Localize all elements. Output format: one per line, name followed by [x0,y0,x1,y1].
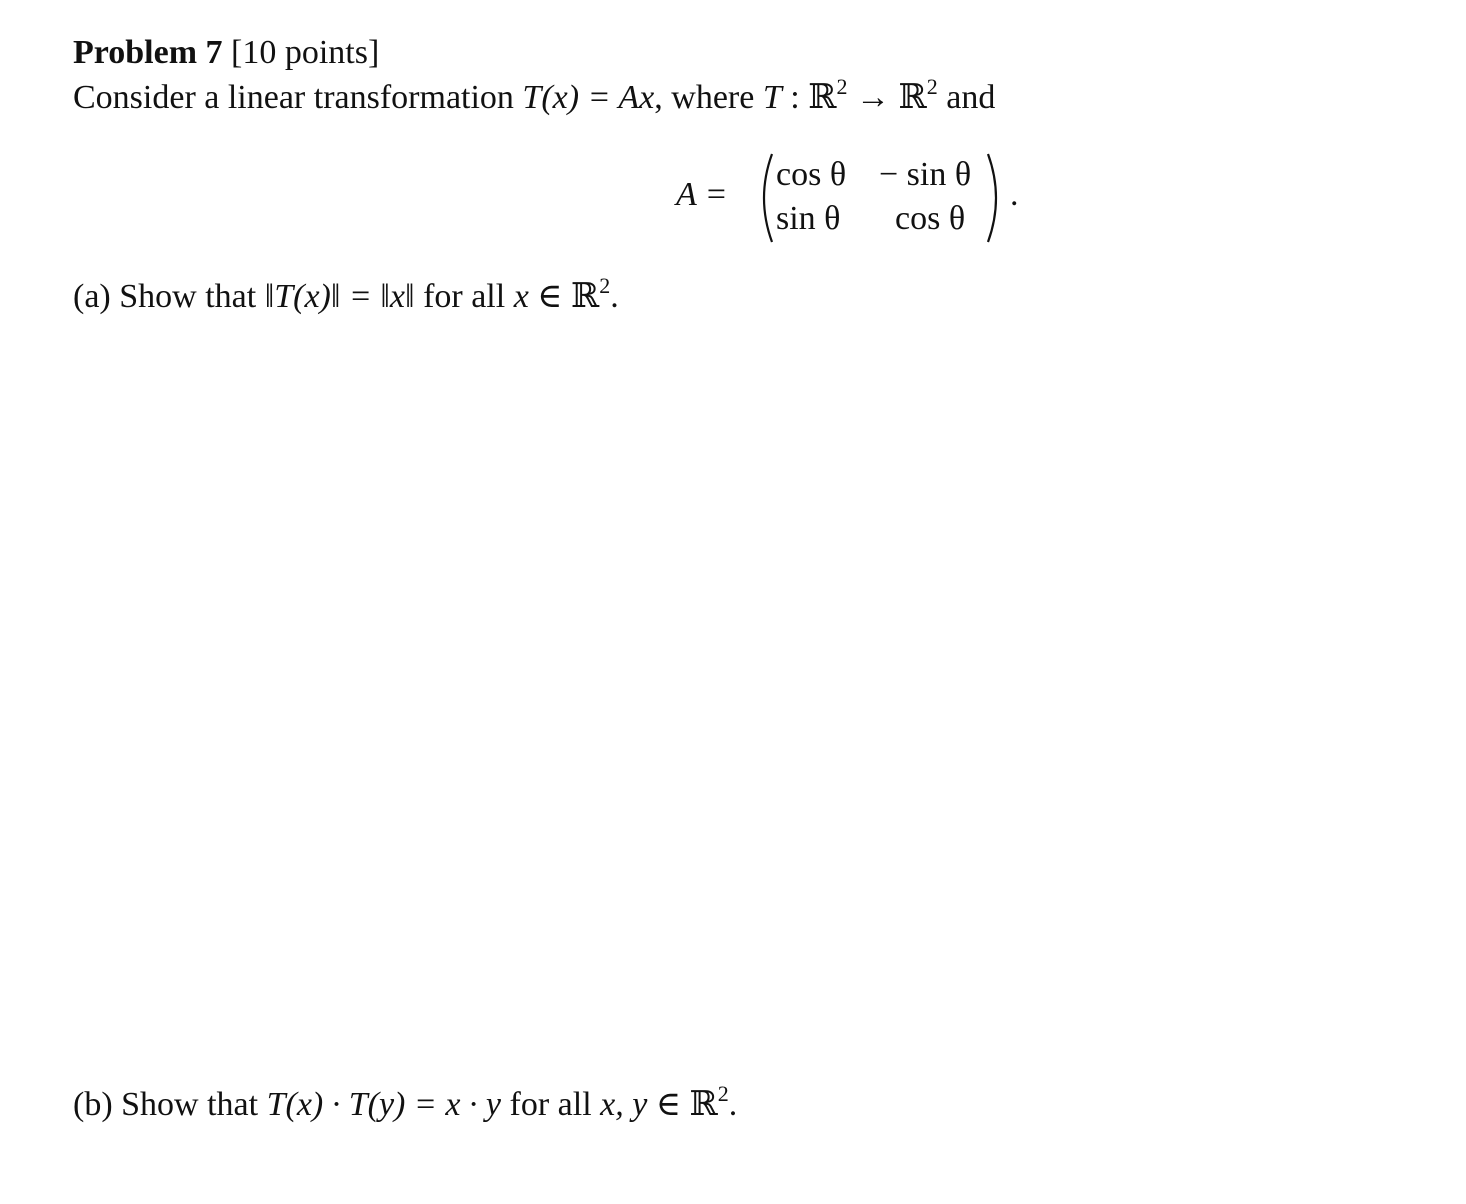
part-a-exp: 2 [599,273,611,298]
rotation-matrix [676,150,1036,246]
matrix-period: . [1010,176,1019,213]
problem-title [73,36,379,70]
intro-arrow: → [847,79,899,116]
problem-intro [73,74,996,117]
part-b-member: ∈ [647,1086,690,1123]
problem-heading: Problem 7 [73,34,223,71]
problem-points: [10 points] [231,34,380,71]
intro-T: T [762,79,782,116]
intro-colon: : [781,79,809,116]
intro-codomain-exp: 2 [926,74,938,99]
intro-domain: ℝ [808,77,837,117]
part-b-label: (b) Show that [73,1086,267,1123]
part-b-set: ℝ [689,1084,718,1124]
part-a-for-all: for all [414,278,514,315]
intro-map: T(x) = Ax [522,79,655,116]
part-b-exp: 2 [717,1081,729,1106]
part-a-statement: ‖T(x)‖ = ‖x‖ [264,278,415,315]
intro-and: and [937,79,996,116]
matrix-lhs: A = [676,176,728,213]
part-b [73,1081,738,1124]
intro-domain-exp: 2 [836,74,848,99]
part-b-vars: x, y [600,1086,648,1123]
matrix-entry-2-1: sin θ [776,200,841,237]
part-a-label: (a) Show that [73,278,265,315]
intro-codomain: ℝ [898,77,927,117]
matrix-entry-1-2: − sin θ [879,156,972,193]
matrix-entry-1-1: cos θ [776,156,847,193]
intro-prefix: Consider a linear transformation [73,79,523,116]
part-a-end: . [610,278,619,315]
part-b-for-all: for all [501,1086,601,1123]
part-a-set: ℝ [570,276,600,316]
intro-where: , where [654,79,763,116]
part-b-end: . [728,1086,738,1123]
matrix-entry-2-2: cos θ [895,200,966,237]
left-paren [754,150,776,246]
part-b-statement: T(x) · T(y) = x · y [266,1086,502,1123]
part-a-member: ∈ [528,278,571,315]
right-paren [984,150,1006,246]
part-a-var: x [513,278,529,315]
part-a [73,273,619,316]
